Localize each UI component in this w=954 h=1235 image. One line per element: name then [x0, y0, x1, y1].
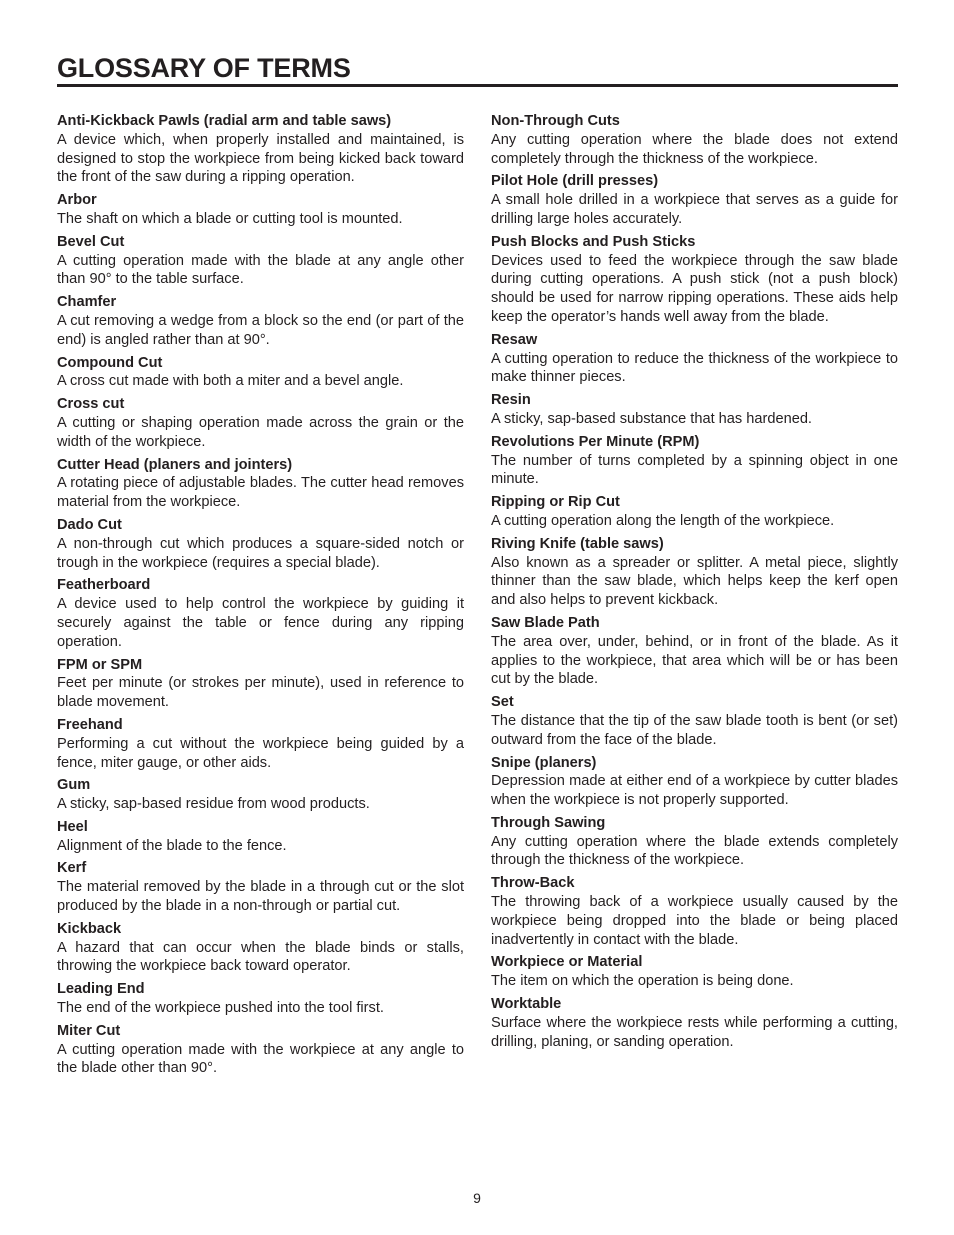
glossary-entry — [491, 112, 898, 168]
glossary-term: Snipe (planers) — [491, 754, 597, 771]
glossary-entry — [57, 191, 464, 229]
glossary-entry — [57, 980, 464, 1018]
glossary-term: FPM or SPM — [57, 656, 143, 673]
glossary-entry — [57, 456, 464, 512]
glossary-entry — [57, 776, 464, 814]
glossary-entry — [57, 859, 464, 915]
glossary-column-left — [57, 112, 464, 1082]
glossary-definition: The area over, under, behind, or in front of the blade. As it applies to the workpiece, that area which will be or has been cut by the blade. — [491, 633, 898, 688]
glossary-definition: Performing a cut without the workpiece being guided by a fence, miter gauge, or other aids. — [57, 735, 464, 771]
glossary-definition: Any cutting operation where the blade does not extend completely through the thickness of the workpiece. — [491, 131, 898, 167]
glossary-definition: The material removed by the blade in a through cut or the slot produced by the blade in a non-through or partial cut. — [57, 879, 464, 915]
glossary-entry — [491, 754, 898, 810]
glossary-definition: Also known as a spreader or splitter. A metal piece, slightly thinner than the saw blade, which helps keep the kerf open and also helps to prevent kickback. — [491, 554, 898, 609]
glossary-definition: A hazard that can occur when the blade binds or stalls, throwing the workpiece back toward operator. — [57, 939, 464, 975]
glossary-definition: A sticky, sap-based substance that has hardened. — [491, 410, 812, 427]
glossary-term: Dado Cut — [57, 516, 122, 533]
glossary-definition: The distance that the tip of the saw blade tooth is bent (or set) outward from the face of the blade. — [491, 712, 898, 748]
glossary-term: Non-Through Cuts — [491, 113, 620, 129]
glossary-definition: The item on which the operation is being done. — [491, 973, 794, 990]
glossary-definition: A cut removing a wedge from a block so the end (or part of the end) is angled rather than at 90°. — [57, 312, 464, 348]
glossary-term: Compound Cut — [57, 354, 163, 371]
glossary-term: Heel — [57, 818, 88, 835]
glossary-entry — [491, 233, 898, 327]
glossary-definition: The end of the workpiece pushed into the tool first. — [57, 1000, 384, 1017]
glossary-definition: A cutting operation to reduce the thickness of the workpiece to make thinner pieces. — [491, 350, 898, 386]
glossary-entry — [57, 818, 464, 856]
glossary-term: Saw Blade Path — [491, 614, 600, 631]
glossary-entry — [491, 953, 898, 991]
glossary-entry — [491, 535, 898, 610]
glossary-entry — [57, 920, 464, 976]
glossary-entry — [491, 874, 898, 949]
glossary-definition: Alignment of the blade to the fence. — [57, 837, 287, 854]
glossary-term: Kerf — [57, 860, 87, 877]
glossary-entry — [491, 493, 898, 531]
glossary-term: Push Blocks and Push Sticks — [491, 233, 696, 250]
glossary-term: Chamfer — [57, 294, 117, 311]
glossary-term: Miter Cut — [57, 1022, 121, 1039]
glossary-definition: The throwing back of a workpiece usually caused by the workpiece being dropped into the blade or being placed inadvertently in contact with the blade. — [491, 894, 898, 948]
glossary-entry — [491, 391, 898, 429]
glossary-definition: A rotating piece of adjustable blades. The cutter head removes material from the workpiece. — [57, 475, 464, 511]
glossary-entry — [491, 693, 898, 749]
glossary-entry — [57, 516, 464, 572]
glossary-term: Cutter Head (planers and jointers) — [57, 456, 293, 473]
glossary-entry — [57, 293, 464, 349]
glossary-term: Cross cut — [57, 396, 125, 413]
glossary-entry — [491, 331, 898, 387]
glossary-term: Gum — [57, 777, 91, 794]
glossary-definition: A cutting operation along the length of the workpiece. — [491, 512, 835, 529]
page-number: 9 — [473, 1190, 481, 1206]
glossary-definition: A non-through cut which produces a square-sided notch or trough in the workpiece (requires a special blade). — [57, 535, 464, 571]
glossary-entry — [491, 433, 898, 489]
glossary-term: Arbor — [57, 192, 97, 209]
glossary-definition: Feet per minute (or strokes per minute), used in reference to blade movement. — [57, 675, 464, 711]
glossary-term: Ripping or Rip Cut — [491, 494, 620, 511]
glossary-definition: The shaft on which a blade or cutting tool is mounted. — [57, 210, 403, 227]
glossary-entry — [57, 656, 464, 712]
glossary-definition: A device which, when properly installed and maintained, is designed to stop the workpiece from being kicked back toward the front of the saw during a ripping operation. — [57, 131, 464, 186]
glossary-entry — [57, 716, 464, 772]
glossary-column-right — [491, 112, 898, 1055]
glossary-definition: Depression made at either end of a workpiece by cutter blades when the workpiece is not properly supported. — [491, 773, 898, 809]
glossary-definition: A sticky, sap-based residue from wood products. — [57, 796, 370, 813]
glossary-entry — [491, 614, 898, 689]
glossary-definition: A cutting operation made with the blade at any angle other than 90° to the table surface. — [57, 252, 464, 288]
glossary-definition: Surface where the workpiece rests while performing a cutting, drilling, planing, or sanding operation. — [491, 1014, 898, 1050]
glossary-term: Worktable — [491, 996, 562, 1013]
glossary-term: Featherboard — [57, 577, 151, 594]
glossary-term: Through Sawing — [491, 814, 606, 831]
glossary-term: Resaw — [491, 331, 538, 348]
glossary-entry — [57, 354, 464, 392]
glossary-entry — [57, 576, 464, 651]
glossary-term: Freehand — [57, 716, 123, 733]
glossary-entry — [57, 233, 464, 289]
glossary-term: Bevel Cut — [57, 233, 125, 250]
page-title: GLOSSARY OF TERMS — [57, 53, 351, 83]
glossary-definition: Devices used to feed the workpiece through the saw blade during cutting operations. A push stick (not a push block) should be used for narrow ripping operations. These aids help keep the operator’s hands well away from the blade. — [491, 252, 898, 325]
glossary-term: Workpiece or Material — [491, 954, 643, 971]
glossary-entry — [57, 395, 464, 451]
glossary-definition: A cutting operation made with the workpiece at any angle to the blade other than 90°. — [57, 1041, 464, 1077]
glossary-term: Resin — [491, 392, 531, 409]
glossary-term: Leading End — [57, 981, 145, 998]
glossary-entry — [57, 112, 464, 187]
glossary-entry — [57, 1022, 464, 1078]
glossary-term: Pilot Hole (drill presses) — [491, 173, 659, 190]
glossary-entry — [491, 814, 898, 870]
glossary-entry — [491, 995, 898, 1051]
glossary-term: Revolutions Per Minute (RPM) — [491, 433, 700, 450]
glossary-definition: A cutting or shaping operation made across the grain or the width of the workpiece. — [57, 414, 464, 450]
glossary-term: Set — [491, 694, 514, 711]
glossary-definition: A cross cut made with both a miter and a bevel angle. — [57, 373, 404, 390]
glossary-definition: Any cutting operation where the blade extends completely through the thickness of the workpiece. — [491, 833, 898, 869]
glossary-entry — [491, 172, 898, 228]
title-rule — [57, 84, 898, 87]
glossary-term: Riving Knife (table saws) — [491, 535, 664, 552]
glossary-definition: A device used to help control the workpiece by guiding it securely against the table or fence during any ripping operation. — [57, 596, 464, 650]
glossary-term: Anti-Kickback Pawls (radial arm and table saws) — [57, 113, 392, 129]
glossary-definition: A small hole drilled in a workpiece that serves as a guide for drilling large holes accurately. — [491, 192, 898, 227]
glossary-term: Throw-Back — [491, 875, 575, 892]
glossary-definition: The number of turns completed by a spinning object in one minute. — [491, 452, 898, 488]
glossary-term: Kickback — [57, 920, 122, 937]
